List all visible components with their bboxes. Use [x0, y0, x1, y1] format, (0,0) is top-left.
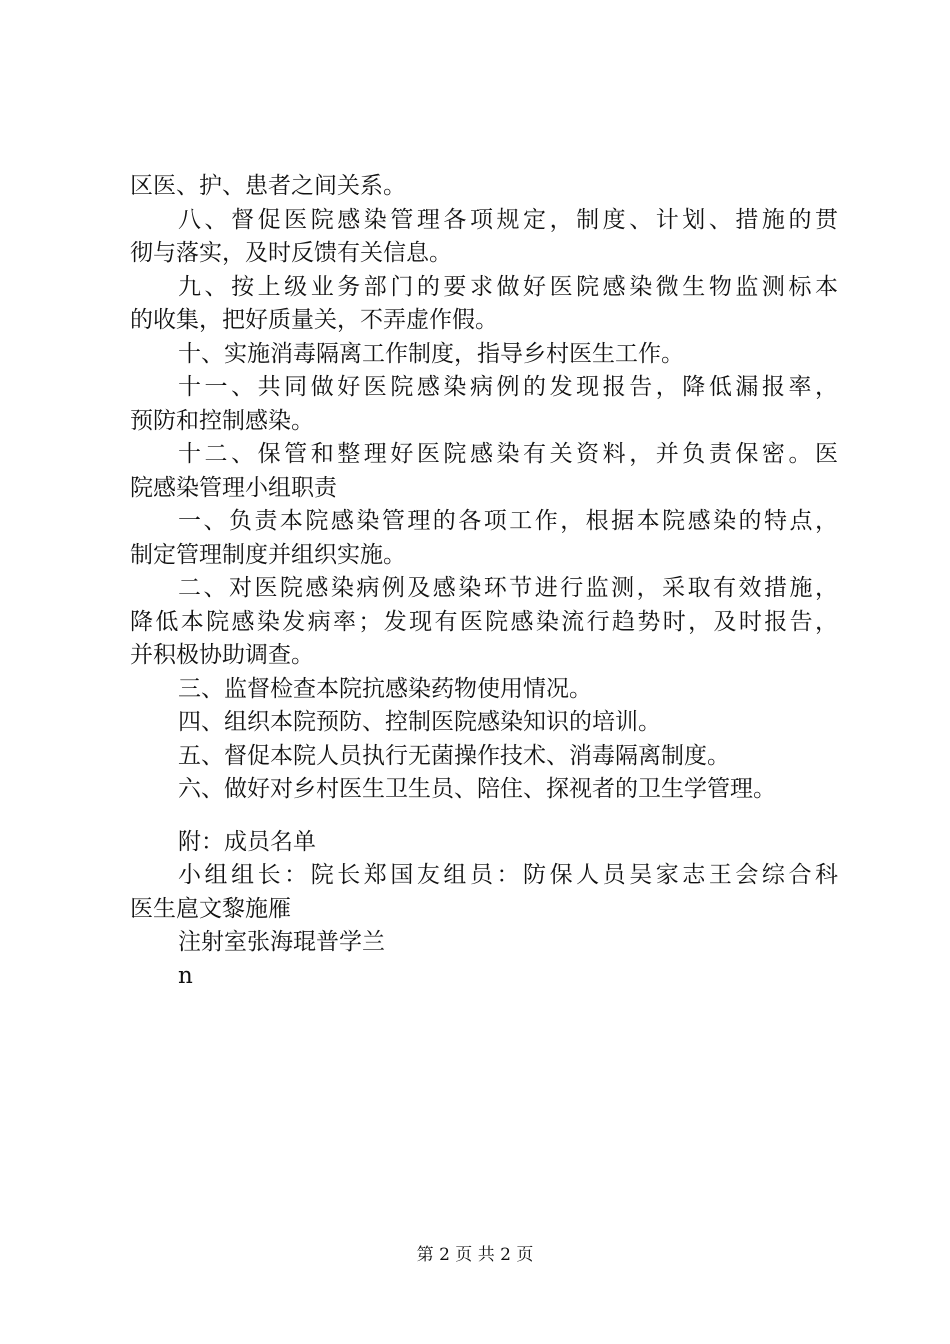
text-line: 的收集，把好质量关，不弄虚作假。: [130, 307, 498, 333]
text-line: 四、组织本院预防、控制医院感染知识的培训。: [178, 709, 661, 735]
members-line: 医生扈文黎施雁: [130, 895, 291, 922]
text-line: 区医、护、患者之间关系。: [130, 173, 406, 199]
members-line: 注射室张海琨普学兰: [178, 929, 385, 955]
text-line: 预防和控制感染。: [130, 407, 314, 434]
document-body: [0, 170, 950, 993]
page-footer: 第 2 页 共 2 页: [416, 1245, 534, 1265]
text-line: 并积极协助调查。: [130, 642, 314, 668]
attachment-title: 附：成员名单: [178, 828, 316, 855]
text-line: 九、按上级业务部门的要求做好医院感染微生物监测标本: [178, 273, 838, 300]
text-line: 二、对医院感染病例及感染环节进行监测，采取有效措施，: [178, 575, 838, 601]
text-line: 六、做好对乡村医生卫生员、陪住、探视者的卫生学管理。: [178, 776, 776, 802]
text-line: 十一、共同做好医院感染病例的发现报告，降低漏报率，: [178, 374, 838, 400]
text-line: 彻与落实，及时反馈有关信息。: [130, 240, 452, 266]
text-line: 降低本院感染发病率；发现有医院感染流行趋势时，及时报告，: [130, 608, 838, 635]
paragraph-gap: [0, 807, 950, 826]
text-line: 十、实施消毒隔离工作制度，指导乡村医生工作。: [178, 340, 684, 367]
text-line: 八、督促医院感染管理各项规定，制度、计划、措施的贯: [178, 206, 838, 233]
text-line: 制定管理制度并组织实施。: [130, 541, 406, 568]
members-line: n: [178, 962, 193, 989]
text-line: 一、负责本院感染管理的各项工作，根据本院感染的特点，: [178, 508, 838, 534]
members-line: 小组组长：院长郑国友组员：防保人员吴家志王会综合科: [178, 862, 838, 888]
text-line: 三、监督检查本院抗感染药物使用情况。: [178, 675, 592, 702]
text-line: 十二、保管和整理好医院感染有关资料，并负责保密。医: [178, 441, 838, 467]
text-line: 五、督促本院人员执行无菌操作技术、消毒隔离制度。: [178, 742, 730, 769]
text-line: 院感染管理小组职责: [130, 474, 337, 501]
